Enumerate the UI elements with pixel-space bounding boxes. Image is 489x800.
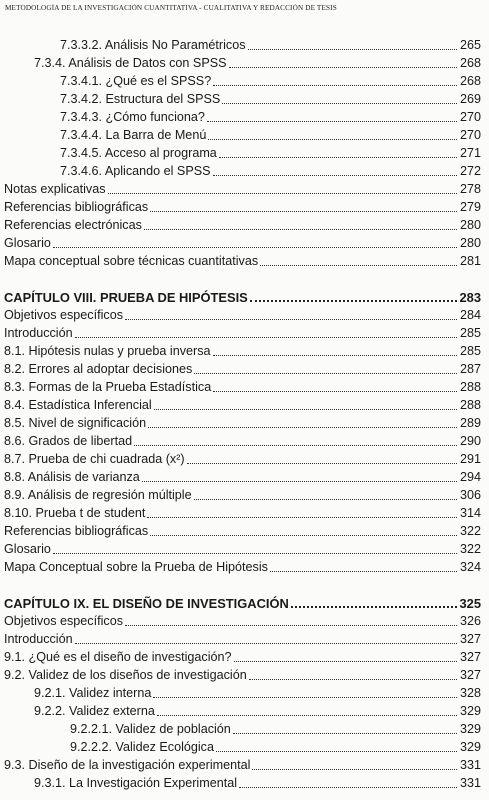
leader-dots (150, 210, 457, 212)
toc-entry-page: 329 (459, 740, 481, 754)
leader-dots (208, 138, 457, 140)
leader-dots (142, 480, 457, 482)
toc-entry-page: 290 (459, 434, 481, 448)
toc-entry-label: Mapa Conceptual sobre la Prueba de Hipótesis (4, 560, 268, 574)
toc-entry-label: 9.3.1. La Investigación Experimental (34, 776, 238, 790)
toc-entry-page: 291 (459, 452, 481, 466)
leader-dots (207, 120, 457, 122)
leader-dots (125, 624, 457, 626)
toc-entry-label: Objetivos específicos (4, 614, 123, 628)
toc-entry[interactable] (4, 486, 481, 503)
toc-entry[interactable] (70, 720, 481, 737)
toc-entry-label: Referencias bibliográficas (4, 200, 149, 214)
toc-entry[interactable] (4, 306, 481, 323)
leader-dots (53, 246, 457, 248)
leader-dots (213, 354, 457, 356)
toc-entry-page: 329 (459, 722, 481, 736)
leader-dots (53, 552, 457, 554)
toc-entry-label: 8.8. Análisis de varianza (4, 470, 140, 484)
toc-entry-page: 270 (459, 110, 481, 124)
leader-dots (234, 660, 457, 662)
toc-entry-page: 285 (459, 344, 481, 358)
toc-entry-page: 314 (459, 506, 481, 520)
toc-entry[interactable] (4, 378, 481, 395)
toc-entry-label: 8.7. Prueba de chi cuadrada (x²) (4, 452, 185, 466)
toc-entry[interactable] (4, 666, 481, 683)
toc-entry[interactable] (60, 162, 481, 179)
toc-entry-page: 269 (459, 92, 481, 106)
toc-entry[interactable] (4, 504, 481, 521)
leader-dots (157, 714, 457, 716)
toc-entry-page: 288 (459, 398, 481, 412)
leader-dots (154, 408, 457, 410)
toc-entry-label: 9.2.2. Validez externa (34, 704, 155, 718)
toc-entry-page: 278 (459, 182, 481, 196)
toc-entry[interactable] (4, 180, 481, 197)
toc-entry-label: Introducción (4, 326, 73, 340)
toc-entry[interactable] (4, 468, 481, 485)
toc-entry-label: Referencias bibliográficas (4, 524, 149, 538)
toc-entry-label: 9.2.1. Validez interna (34, 686, 152, 700)
toc-entry-page: 289 (459, 416, 481, 430)
toc-entry[interactable] (60, 36, 481, 53)
toc-entry[interactable] (60, 108, 481, 125)
toc-entry-label: 7.3.3.2. Análisis No Paramétricos (60, 38, 246, 52)
toc-entry-label: 9.2.2.2. Validez Ecológica (70, 740, 214, 754)
leader-dots (270, 570, 457, 572)
toc-entry-page: 272 (459, 164, 481, 178)
toc-entry-page: 285 (459, 326, 481, 340)
leader-dots (213, 390, 457, 392)
toc-entry-label: 8.9. Análisis de regresión múltiple (4, 488, 192, 502)
toc-entry[interactable] (4, 360, 481, 377)
toc-entry-page: 271 (459, 146, 481, 160)
toc-entry[interactable] (4, 324, 481, 341)
toc-entry-label: Referencias electrónicas (4, 218, 142, 232)
leader-dots (125, 318, 457, 320)
toc-entry-page: 329 (459, 704, 481, 718)
toc-entry-page: 331 (459, 776, 481, 790)
toc-entry[interactable] (4, 432, 481, 449)
toc-entry-page: 294 (459, 470, 481, 484)
toc-entry[interactable] (4, 234, 481, 251)
toc-entry[interactable] (4, 252, 481, 269)
leader-dots (147, 516, 457, 518)
toc-entry[interactable] (70, 738, 481, 755)
leader-dots (187, 462, 457, 464)
toc-entry[interactable] (4, 342, 481, 359)
toc-entry-label: 7.3.4.1. ¿Qué es el SPSS? (60, 74, 212, 88)
leader-dots (108, 192, 458, 194)
toc-entry[interactable] (4, 648, 481, 665)
toc-entry-label: 8.4. Estadística Inferencial (4, 398, 152, 412)
leader-dots (213, 174, 457, 176)
toc-entry-label: 9.2. Validez de los diseños de investigación (4, 668, 247, 682)
toc-entry-label: Glosario (4, 236, 51, 250)
leader-dots (153, 696, 457, 698)
toc-entry-page: 268 (459, 56, 481, 70)
toc-entry-page: 322 (459, 542, 481, 556)
toc-entry-label: Glosario (4, 542, 51, 556)
leader-dots (248, 48, 458, 50)
toc-entry-label: 9.1. ¿Qué es el diseño de investigación? (4, 650, 232, 664)
toc-entry-label: 7.3.4.3. ¿Cómo funciona? (60, 110, 205, 124)
toc-entry-page: 280 (459, 236, 481, 250)
leader-dots (291, 605, 457, 608)
toc-entry[interactable] (60, 72, 481, 89)
toc-entry-label: Mapa conceptual sobre técnicas cuantitativas (4, 254, 259, 268)
toc-entry-label: CAPÍTULO VIII. PRUEBA DE HIPÓTESIS (4, 290, 248, 305)
toc-entry-label: 8.1. Hipótesis nulas y prueba inversa (4, 344, 211, 358)
toc-entry-label: Introducción (4, 632, 73, 646)
toc-entry-label: 8.5. Nivel de significación (4, 416, 147, 430)
leader-dots (252, 768, 457, 770)
toc-entry-page: 279 (459, 200, 481, 214)
leader-dots (134, 444, 457, 446)
toc-entry-page: 268 (459, 74, 481, 88)
leader-dots (194, 498, 457, 500)
toc-entry-page: 281 (459, 254, 481, 268)
toc-entry[interactable] (34, 702, 481, 719)
leader-dots (233, 732, 457, 734)
leader-dots (239, 786, 457, 788)
toc-entry[interactable] (4, 630, 481, 647)
toc-entry-label: 7.3.4.6. Aplicando el SPSS (60, 164, 211, 178)
toc-entry-page: 265 (459, 38, 481, 52)
toc-entry-page: 327 (459, 650, 481, 664)
chapter-heading[interactable] (4, 594, 481, 611)
toc-entry-label: Objetivos específicos (4, 308, 123, 322)
chapter-heading[interactable] (4, 288, 481, 305)
toc-entry[interactable] (4, 558, 481, 575)
leader-dots (216, 750, 457, 752)
toc-entry-page: 288 (459, 380, 481, 394)
leader-dots (148, 426, 457, 428)
toc-entry[interactable] (4, 216, 481, 233)
toc-entry-label: 7.3.4.4. La Barra de Menú (60, 128, 207, 142)
toc-entry[interactable] (60, 144, 481, 161)
toc-entry[interactable] (60, 126, 481, 143)
toc-entry[interactable] (4, 450, 481, 467)
toc-entry[interactable] (4, 756, 481, 773)
leader-dots (260, 264, 457, 266)
leader-dots (229, 66, 457, 68)
toc-entry-page: 287 (459, 362, 481, 376)
leader-dots (219, 156, 457, 158)
toc-entry[interactable] (4, 540, 481, 557)
toc-entry-label: 8.6. Grados de libertad (4, 434, 133, 448)
toc-entry-page: 283 (459, 290, 481, 305)
toc-entry-label: 7.3.4. Análisis de Datos con SPSS (34, 56, 227, 70)
toc-entry[interactable] (34, 774, 481, 791)
toc-entry[interactable] (34, 54, 481, 71)
toc-entry-page: 306 (459, 488, 481, 502)
leader-dots (213, 84, 457, 86)
toc-entry[interactable] (4, 396, 481, 413)
toc-entry-label: CAPÍTULO IX. EL DISEÑO DE INVESTIGACIÓN (4, 596, 289, 611)
toc-entry-page: 327 (459, 632, 481, 646)
toc-entry-label: Notas explicativas (4, 182, 106, 196)
leader-dots (144, 228, 457, 230)
leader-dots (250, 299, 457, 302)
leader-dots (194, 372, 457, 374)
toc-entry[interactable] (4, 414, 481, 431)
toc-entry[interactable] (34, 684, 481, 701)
leader-dots (150, 534, 457, 536)
toc-entry-page: 284 (459, 308, 481, 322)
toc-entry[interactable] (4, 522, 481, 539)
toc-entry-page: 326 (459, 614, 481, 628)
toc-entry-page: 270 (459, 128, 481, 142)
leader-dots (75, 642, 457, 644)
running-header: METODOLOGÍA DE LA INVESTIGACIÓN CUANTITATIVA - CUALITATIVA Y REDACCIÓN DE TESIS (5, 4, 337, 12)
toc-entry-page: 331 (459, 758, 481, 772)
toc-entry-page: 322 (459, 524, 481, 538)
toc-entry-label: 8.2. Errores al adoptar decisiones (4, 362, 193, 376)
leader-dots (249, 678, 457, 680)
toc-entry[interactable] (4, 198, 481, 215)
toc-entry-label: 9.2.2.1. Validez de población (70, 722, 231, 736)
toc-entry-label: 7.3.4.5. Acceso al programa (60, 146, 217, 160)
toc-entry-label: 9.3. Diseño de la investigación experimental (4, 758, 251, 772)
toc-entry-page: 324 (459, 560, 481, 574)
toc-entry[interactable] (60, 90, 481, 107)
leader-dots (75, 336, 457, 338)
toc-entry-label: 8.3. Formas de la Prueba Estadística (4, 380, 212, 394)
leader-dots (222, 102, 457, 104)
toc-entry-page: 328 (459, 686, 481, 700)
toc-entry-page: 327 (459, 668, 481, 682)
toc-entry-label: 8.10. Prueba t de student (4, 506, 146, 520)
toc-entry-label: 7.3.4.2. Estructura del SPSS (60, 92, 221, 106)
toc-entry-page: 325 (459, 596, 481, 611)
toc-entry[interactable] (4, 612, 481, 629)
toc-entry-page: 280 (459, 218, 481, 232)
